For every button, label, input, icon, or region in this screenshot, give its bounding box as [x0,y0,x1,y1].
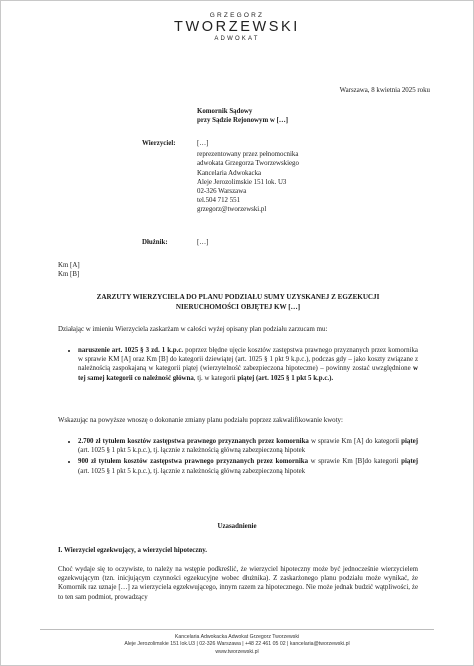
intro-paragraph: Działając w imieniu Wierzyciela zaskarżam w całości wyżej opisany plan podziału zarzucam mu: [58,326,328,333]
justification-heading: Uzasadnienie [217,523,257,530]
creditor-line: tel.504 712 551 [197,197,241,205]
creditor-line: […] [197,140,209,147]
creditor-label: Wierzyciel: [142,140,176,147]
case-numbers [58,261,80,279]
creditor-line: adwokata Grzegorza Tworzewskiego [197,160,299,168]
logo-surname: TWORZEWSKI [174,19,300,35]
footer-website: www.tworzewski.pl [215,648,259,655]
logo-first-name: GRZEGORZ [209,12,265,19]
creditor-email: grzegorz@tworzewski.pl [197,206,267,214]
title-line: NIERUCHOMOŚCI OBJĘTEJ KW […] [175,302,301,311]
addressee [197,107,288,125]
case-number: Km [A] [58,262,80,269]
creditor-details [197,139,299,215]
creditor-line: Aleje Jerozolimskie 151 lok. U3 [197,178,287,186]
logo-profession: ADWOKAT [214,36,260,42]
addressee-line: Komornik Sądowy [197,108,253,115]
document-title [58,293,418,312]
justification-paragraph: Choć wydaje się to oczywiste, to należy na wstępie podkreślić, że wierzyciel hipoteczny może być jednocześnie wierzycielem egzekwującym (tzn. inicjującym czynności egzekucyjne wobec dłużnika). Z zaskarżonego planu podziału może wynikać, że Komornik raz uznaje […] za wierzyciela egzekwującego, innym razem za hipotecznego. Nie może jednak budzić wątpliwości, że to ten sam podmiot, prowadzący [58,566,418,601]
charges-list [58,346,418,383]
document-date: Warszawa, 8 kwietnia 2025 roku [339,87,430,94]
title-line: ZARZUTY WIERZYCIELA DO PLANU PODZIAŁU SUMY UZYSKANEJ Z EGZEKUCJI [96,293,380,301]
case-number: Km [B] [58,271,80,279]
amounts-list [58,437,418,476]
amount-item: • 900 zł tytułem kosztów zastępstwa prawnego przyznanych przez komornika w sprawie Km [B]do kategorii piątej (art. 1025 § 1 pkt 5 k.p.c.), tj. łącznie z należnością główną zabezpieczoną hipotek [78,457,418,475]
creditor-line: reprezentowany przez pełnomocnika [197,151,299,159]
logo [0,12,474,42]
creditor-line: Kancelaria Adwokacka [197,169,262,177]
debtor-value: […] [197,239,209,246]
creditor-line: 02-326 Warszawa [197,188,247,196]
addressee-line: przy Sądzie Rejonowym w […] [197,117,289,125]
amount-item: • 2.700 zł tytułem kosztów zastępstwa prawnego przyznanych przez komornika w sprawie Km [A] do kategorii piątej (art. 1025 § 1 pkt 5 k.p.c.), tj. łącznie z należnością główną zabezpieczoną hipotek [78,437,418,455]
footer-line: Aleje Jerozolimskie 151 lok.U3 | 02-326 Warszawa | +48 22 461 05 02 | kancelaria@tworzewski.pl [124,641,350,648]
motion-paragraph: Wskazując na powyższe wnoszę o dokonanie zmiany planu podziału poprzez zakwalifikowanie kwoty: [58,417,343,424]
footer-divider [40,629,434,630]
footer [0,634,474,656]
section-heading: I. Wierzyciel egzekwujący, a wierzyciel hipoteczny. [58,547,208,554]
charge-item: • naruszenie art. 1025 § 3 zd. 1 k.p.c. poprzez błędne ujęcie kosztów zastępstwa prawnego przyznanych przez komornika w sprawie KM [A] oraz Km [B] do kategorii dziewiątej (art. 1025 § 1 pkt 9 k.p.c.), podczas gdy – jako koszty związane z należnością zaspokajaną w kategorii piątej (wierzytelność zabezpieczona hipoteczne) – powinny zostać uwzględnione w tej samej kategorii co należność główna, tj. w kategorii piątej (art. 1025 § 1 pkt 5 k.p.c.). [78,346,418,383]
footer-line: Kancelaria Adwokacka Adwokat Grzegorz Tworzewski [174,634,300,640]
debtor-label: Dłużnik: [142,239,168,246]
